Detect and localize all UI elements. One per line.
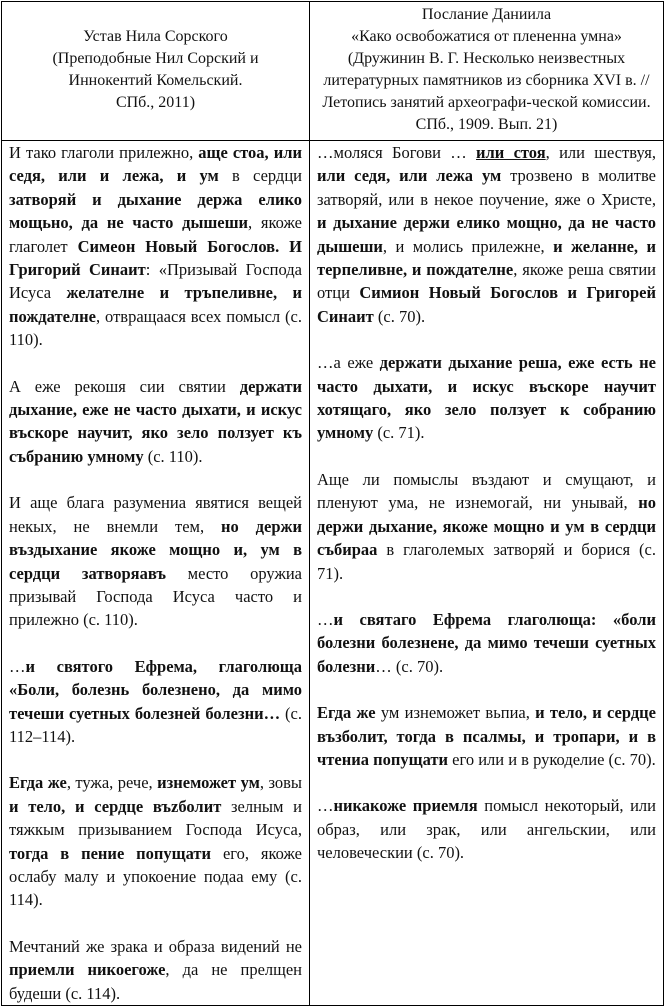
excerpt-right-1 — [317, 141, 656, 328]
bold-fragment: но держи въздыхание якоже мощно и, ум в сердци затворяавъ — [9, 516, 302, 583]
bold-fragment: держати дыхание реша, еже есть не часто дыхати, и искус въскоре научит хотящаго, яко зело ползует к собранию умному — [317, 353, 656, 443]
text-fragment: его или и в рукоделие (с. 70). — [448, 749, 656, 769]
excerpt-left-6 — [9, 935, 302, 1005]
text-fragment: , якоже глаголет — [9, 213, 303, 256]
text-fragment: А еже рекошя сии святии — [9, 376, 240, 396]
bold-fragment: тогда в пение попущати — [9, 843, 212, 863]
text-fragment: , отвращаася всех помысл (с. 110). — [9, 306, 302, 350]
bold-fragment: Егда же — [9, 773, 67, 793]
text-fragment: помысл некоторый, или образ, или зрак, или ангельскии, или человеческии (с. 70). — [317, 796, 656, 863]
header-left-line-4: СПб., 2011) — [115, 94, 196, 111]
bold-fragment: никакоже приемля — [333, 796, 478, 816]
excerpt-right-2 — [317, 351, 656, 445]
bold-fragment: держати дыхание, еже не часто дыхати, и искус въскоре научит, яко зело ползует къ събранию умному — [9, 376, 302, 466]
text-fragment: Мечтаний же зрака и образа видений не — [9, 936, 302, 956]
bold-fragment: затворяй и дыхание держа елико мощьно, да не часто дышеши — [9, 189, 302, 233]
right-column-text — [310, 141, 664, 1006]
bold-fragment: Симион Новый Богослов и Григорей Синаит — [317, 283, 656, 326]
text-fragment: … — [317, 609, 334, 629]
bold-fragment: изнеможет ум — [157, 773, 260, 793]
excerpt-right-4 — [317, 608, 656, 678]
text-fragment: (с. 71). — [373, 423, 425, 443]
text-fragment: в сердци — [218, 166, 302, 186]
header-left-line-3: Иннокентий Комельский. — [68, 72, 243, 89]
text-fragment: его, якоже ослабу малу и упокоение подаа ему (с. 114). — [9, 843, 302, 910]
bold-fragment: и святого Ефрема, глаголюща «Боли, болезнь болезнено, да мимо течеши суетных болезней болезни… — [9, 656, 302, 723]
text-fragment: (с. 112–114). — [9, 703, 302, 746]
body-row — [2, 141, 664, 1006]
bold-fragment: и желанне, и терпеливне, и пождателне — [317, 236, 656, 280]
text-fragment: , или шествуя, — [545, 143, 656, 162]
bold-fragment: приемли никоегоже — [9, 960, 166, 980]
header-left — [2, 2, 310, 141]
text-fragment: И аще блага разумениа явятися вещей некых, не внемли тем, — [9, 493, 302, 536]
header-left-line-2: (Преподобные Нил Сорский и — [52, 50, 259, 67]
header-row — [2, 2, 664, 141]
excerpt-left-4 — [9, 655, 302, 749]
excerpt-left-5 — [9, 771, 302, 911]
bold-fragment: и дыхание держи елико мощно, да не часто дышеши — [317, 213, 656, 256]
bold-fragment: Симеон Новый Богослов. И Григорий Синаит — [9, 236, 302, 280]
header-right-line-2: «Како освобожатися от плененна умна» — [351, 28, 622, 45]
text-fragment: , и молись прилежне, — [382, 236, 554, 256]
text-fragment: … (с. 70). — [375, 656, 444, 676]
text-fragment: … — [9, 656, 26, 676]
excerpt-right-6 — [317, 794, 656, 864]
text-fragment: трозвено в молитве затворяй, или в некое поучение, яже о Христе, — [317, 166, 656, 209]
bold-fragment: и тело, и сердце възболит, тогда в псалмы, и тропари, и в чтениа попущати — [317, 703, 657, 769]
header-right-line-1: Послание Даниила — [421, 6, 552, 23]
header-left-line-1: Устав Нила Сорского — [83, 28, 228, 45]
bold-fragment: и тело, и сердце въzболит — [9, 796, 222, 816]
bold-fragment: Егда же — [317, 703, 376, 723]
text-fragment: место оружиа призывай Господа Исуса часто и прилежно (с. 110). — [9, 563, 302, 630]
left-column-text — [2, 141, 310, 1006]
text-fragment: , якоже реша святии отци — [317, 260, 656, 303]
excerpt-left-3 — [9, 491, 302, 631]
text-fragment: И тако глаголи прилежно, — [9, 143, 199, 162]
text-fragment: , тужа, рече, — [66, 773, 158, 793]
excerpt-left-2 — [9, 375, 302, 469]
bold-fragment: или седя, или лежа ум — [317, 166, 502, 186]
text-fragment: (с. 70). — [373, 306, 426, 326]
text-fragment: в глаголемых затворяй и борися (с. 71). — [317, 540, 656, 583]
text-fragment: , зовы — [259, 773, 302, 793]
text-fragment: …моляся Богови … — [317, 143, 477, 162]
bold-fragment: желателне и тръпеливне, и пождателне — [9, 283, 302, 326]
excerpt-left-1 — [9, 141, 302, 352]
bold-fragment: но держи дыхание, якоже мощно и ум в сердци събираа — [317, 493, 656, 560]
excerpt-right-5 — [317, 701, 656, 771]
text-fragment: … — [317, 796, 334, 816]
header-right — [310, 2, 664, 141]
text-fragment: (с. 110). — [143, 446, 203, 466]
text-fragment: , да не прелщен будеши (с. 114). — [9, 960, 302, 1003]
bold-fragment: и святаго Ефрема глаголюща: «боли болезни болезнене, да мимо течеши суетных болезни — [317, 609, 656, 676]
bold-fragment: аще стоа, или седя, или и лежа, и ум — [9, 143, 302, 186]
excerpt-right-3 — [317, 468, 656, 585]
header-right-line-3: (Дружинин В. Г. Несколько неизвестных литературных памятников из сборника XVI в. // Летопись занятий археографи-ческой комиссии. СПб., 1909. Вып. 21) — [322, 50, 651, 133]
text-fragment: ум изнеможет вьпиа, — [375, 703, 536, 723]
bold-fragment: или стоя — [476, 143, 546, 162]
comparison-table — [1, 1, 664, 1006]
text-fragment: зелным и тяжкым призыванием Господа Исуса, — [9, 796, 303, 840]
text-fragment: : «Призывай Господа Исуса — [9, 260, 302, 303]
text-fragment: …а еже — [317, 353, 380, 373]
text-fragment: Аще ли помыслы въздают и смущают, и пленуют ума, не изнемогай, ни унывай, — [317, 469, 656, 513]
